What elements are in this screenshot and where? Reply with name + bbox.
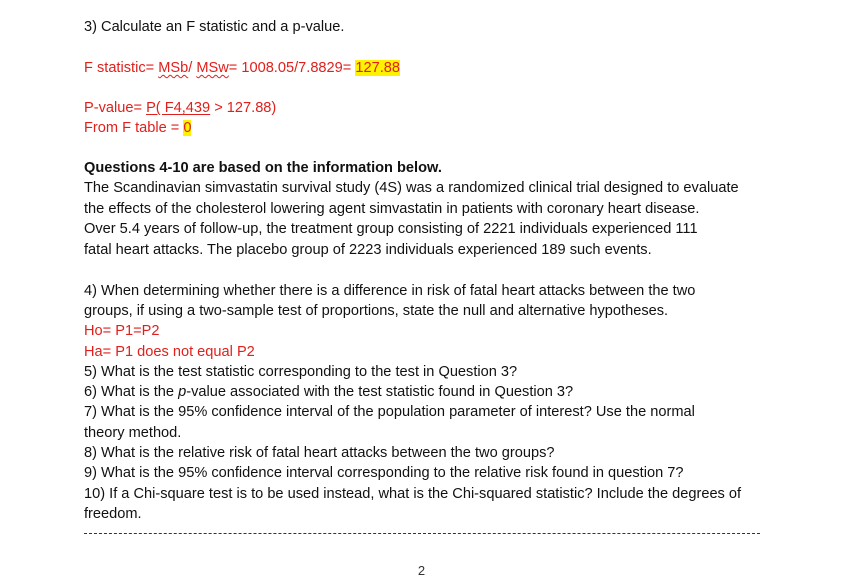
q5-text: 5) What is the test statistic corresponding to the test in Question 3? xyxy=(84,364,518,380)
q10-line-2: freedom. xyxy=(84,506,142,522)
q3-heading: 3) Calculate an F statistic and a p-value. xyxy=(84,19,345,35)
msb-term: MSb xyxy=(158,60,189,76)
info-line: The Scandinavian simvastatin survival study (4S) was a randomized clinical trial designed to evaluate xyxy=(84,180,739,196)
p-value-expression: P( F4,439 xyxy=(146,100,211,116)
q4-line-2: groups, if using a two-sample test of proportions, state the null and alternative hypotheses. xyxy=(84,303,669,319)
f-statistic-result: 127.88 xyxy=(355,60,401,76)
q8-text: 8) What is the relative risk of fatal heart attacks between the two groups? xyxy=(84,445,555,461)
info-heading: Questions 4-10 are based on the information below. xyxy=(84,160,442,176)
null-hypothesis: Ho= P1=P2 xyxy=(84,323,160,339)
msw-term: MSw xyxy=(196,60,229,76)
q6-text: 6) What is the p-value associated with the test statistic found in Question 3? xyxy=(84,384,574,400)
q4-line-1: 4) When determining whether there is a difference in risk of fatal heart attacks between the two xyxy=(84,283,696,299)
f-table-result: 0 xyxy=(183,120,192,136)
info-line: fatal heart attacks. The placebo group of 2223 individuals experienced 189 such events. xyxy=(84,242,652,258)
alternative-hypothesis: Ha= P1 does not equal P2 xyxy=(84,344,255,360)
q7-line-2: theory method. xyxy=(84,425,182,441)
q10-line-1: 10) If a Chi-square test is to be used instead, what is the Chi-squared statistic? Include the degrees of xyxy=(84,486,742,502)
f-statistic-answer: F statistic= MSb/ MSw= 1008.05/7.8829= 127.88 xyxy=(84,60,401,76)
p-value-answer: P-value= P( F4,439 > 127.88) xyxy=(84,100,277,116)
q7-line-1: 7) What is the 95% confidence interval of the population parameter of interest? Use the normal xyxy=(84,404,695,420)
q9-text: 9) What is the 95% confidence interval corresponding to the relative risk found in question 7? xyxy=(84,465,684,481)
page-number: 2 xyxy=(417,563,426,578)
f-table-answer: From F table = 0 xyxy=(84,120,192,136)
dashed-separator xyxy=(84,533,760,534)
info-line: the effects of the cholesterol lowering agent simvastatin in patients with coronary heart disease. xyxy=(84,201,700,217)
info-line: Over 5.4 years of follow-up, the treatment group consisting of 2221 individuals experienced 111 xyxy=(84,221,698,237)
